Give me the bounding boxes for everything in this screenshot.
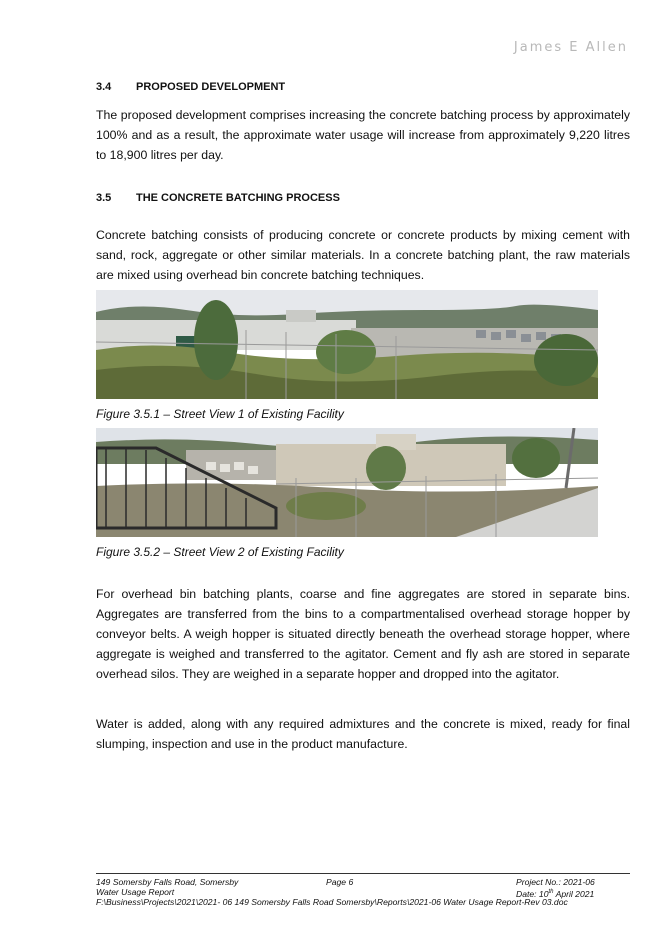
figure-caption-1: Figure 3.5.1 – Street View 1 of Existing Facility: [96, 407, 344, 421]
footer-address: 149 Somersby Falls Road, Somersby: [96, 877, 239, 887]
page-footer: [96, 873, 630, 907]
footer-project-number: Project No.: 2021-06: [516, 877, 595, 887]
paragraph-proposed-development: The proposed development comprises increasing the concrete batching process by approximately 100% and as a result, the approximate water usage will increase from approximately 9,220 litres to 18,900 litres per day.: [96, 108, 630, 162]
footer-file-path: F:\Business\Projects\2021\2021- 06 149 Somersby Falls Road Somersby\Reports\2021-06 Water Usage Report-Rev 03.doc: [96, 897, 568, 907]
street-view-photo-2: [96, 428, 598, 537]
section-heading-3-5: [96, 192, 340, 204]
street-view-photo-1: [96, 290, 598, 399]
company-brand: James E Allen: [513, 40, 628, 55]
paragraph-batching-intro: Concrete batching consists of producing concrete or concrete products by mixing cement with sand, rock, aggregate or other similar materials. In a concrete batching plant, the raw materials are mixed using overhead bin concrete batching techniques.: [96, 228, 630, 282]
paragraph-water-added: Water is added, along with any required admixtures and the concrete is mixed, ready for final slumping, inspection and use in the product manufacture.: [96, 717, 630, 751]
section-title: THE CONCRETE BATCHING PROCESS: [136, 192, 340, 204]
footer-date-sup: th: [548, 889, 554, 895]
footer-report-name: Water Usage Report: [96, 887, 175, 897]
footer-page-number: Page 6: [326, 877, 354, 887]
paragraph-overhead-bin: For overhead bin batching plants, coarse and fine aggregates are stored in separate bins. Aggregates are transferred from the bins to a compartmentalised overhead storage hopper by conveyor belts. A weigh hopper is situated directly beneath the overhead storage hopper, where aggregate is weighed and transferred to the agitator. Cement and fly ash are stored in separate overhead silos. They are weighed in a separate hopper and dropped into the agitator.: [96, 587, 630, 681]
section-number: 3.5: [96, 192, 112, 204]
section-title: PROPOSED DEVELOPMENT: [136, 81, 286, 93]
footer-date-prefix: Date: 10: [516, 888, 549, 899]
figure-caption-2: Figure 3.5.2 – Street View 2 of Existing Facility: [96, 545, 344, 559]
footer-date-suffix: April 2021: [553, 888, 595, 899]
section-heading-3-4: [96, 81, 285, 93]
section-number: 3.4: [96, 81, 112, 93]
